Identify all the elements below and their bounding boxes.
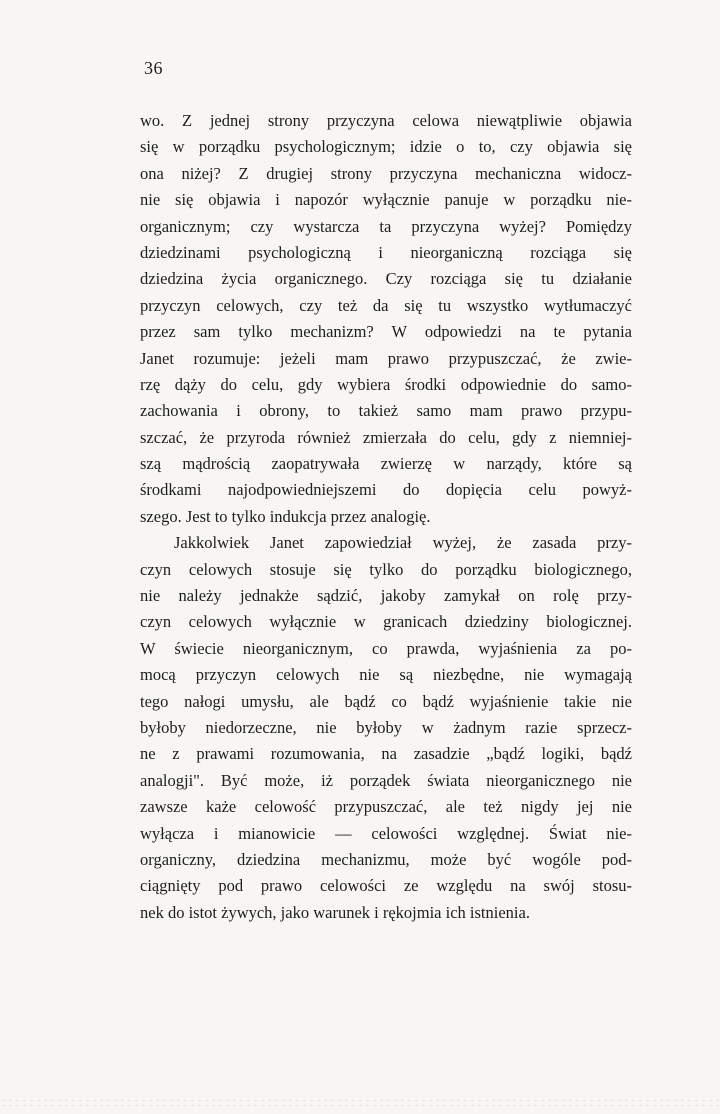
- text-line: rzę dąży do celu, gdy wybiera środki odpowiednie do samo-: [140, 374, 632, 394]
- text-line: ne z prawami rozumowania, na zasadzie „bądź logiki, bądź: [140, 744, 632, 764]
- text-line: organiczny, dziedzina mechanizmu, może być wogóle pod-: [140, 849, 632, 869]
- text-line: mocą przyczyn celowych nie są niezbędne, nie wymagają: [140, 665, 632, 685]
- text-line: czyn celowych wyłącznie w granicach dziedziny biologicznej.: [140, 612, 632, 632]
- text-line: wyłącza i mianowicie — celowości względnej. Świat nie-: [140, 823, 632, 843]
- text-line: szczać, że przyroda również zmierzała do celu, gdy z niemniej-: [140, 427, 632, 447]
- text-line: analogji". Być może, iż porządek świata nieorganicznego nie: [140, 770, 632, 790]
- scan-speckle: [0, 1098, 720, 1110]
- text-line: byłoby niedorzeczne, nie byłoby w żadnym razie sprzecz-: [140, 717, 632, 737]
- text-line: zawsze każe celowość przypuszczać, ale też nigdy jej nie: [140, 797, 632, 817]
- paragraph-end-line: nek do istot żywych, jako warunek i rękojmia ich istnienia.: [140, 902, 530, 922]
- text-line: środkami najodpowiedniejszemi do dopięcia celu powyż-: [140, 480, 632, 500]
- page-number: 36: [144, 58, 163, 78]
- body-text: [140, 108, 632, 926]
- text-line: ona niżej? Z drugiej strony przyczyna mechaniczna widocz-: [140, 163, 632, 183]
- text-line: W świecie nieorganicznym, co prawda, wyjaśnienia za po-: [140, 638, 632, 658]
- text-line: szą mądrością zaopatrywała zwierzę w narządy, które są: [140, 454, 632, 474]
- text-line: przyczyn celowych, czy też da się tu wszystko wytłumaczyć: [140, 295, 632, 315]
- text-line: zachowania i obrony, to takież samo mam prawo przypu-: [140, 401, 632, 421]
- text-line: Janet rozumuje: jeżeli mam prawo przypuszczać, że zwie-: [140, 348, 632, 368]
- text-line: nie należy jednakże sądzić, jakoby zamykał on rolę przy-: [140, 586, 632, 606]
- text-line: wo. Z jednej strony przyczyna celowa niewątpliwie objawia: [140, 111, 632, 130]
- text-line: przez sam tylko mechanizm? W odpowiedzi na te pytania: [140, 322, 632, 342]
- paragraph-end-line: szego. Jest to tylko indukcja przez analogię.: [140, 506, 431, 526]
- paragraph-start-line: Jakkolwiek Janet zapowiedział wyżej, że zasada przy-: [174, 533, 632, 553]
- text-line: dziedzinami psychologiczną i nieorganiczną rozciąga się: [140, 242, 632, 262]
- text-line: czyn celowych stosuje się tylko do porządku biologicznego,: [140, 559, 632, 579]
- text-line: organicznym; czy wystarcza ta przyczyna wyżej? Pomiędzy: [140, 216, 632, 236]
- text-line: ciągnięty pod prawo celowości ze względu na swój stosu-: [140, 876, 632, 896]
- text-line: nie się objawia i napozór wyłącznie panuje w porządku nie-: [140, 190, 632, 210]
- text-line: tego nałogi umysłu, ale bądź co bądź wyjaśnienie takie nie: [140, 691, 632, 711]
- text-line: dziedzina życia organicznego. Czy rozciąga się tu działanie: [140, 269, 632, 289]
- text-line: się w porządku psychologicznym; idzie o to, czy objawia się: [140, 137, 632, 157]
